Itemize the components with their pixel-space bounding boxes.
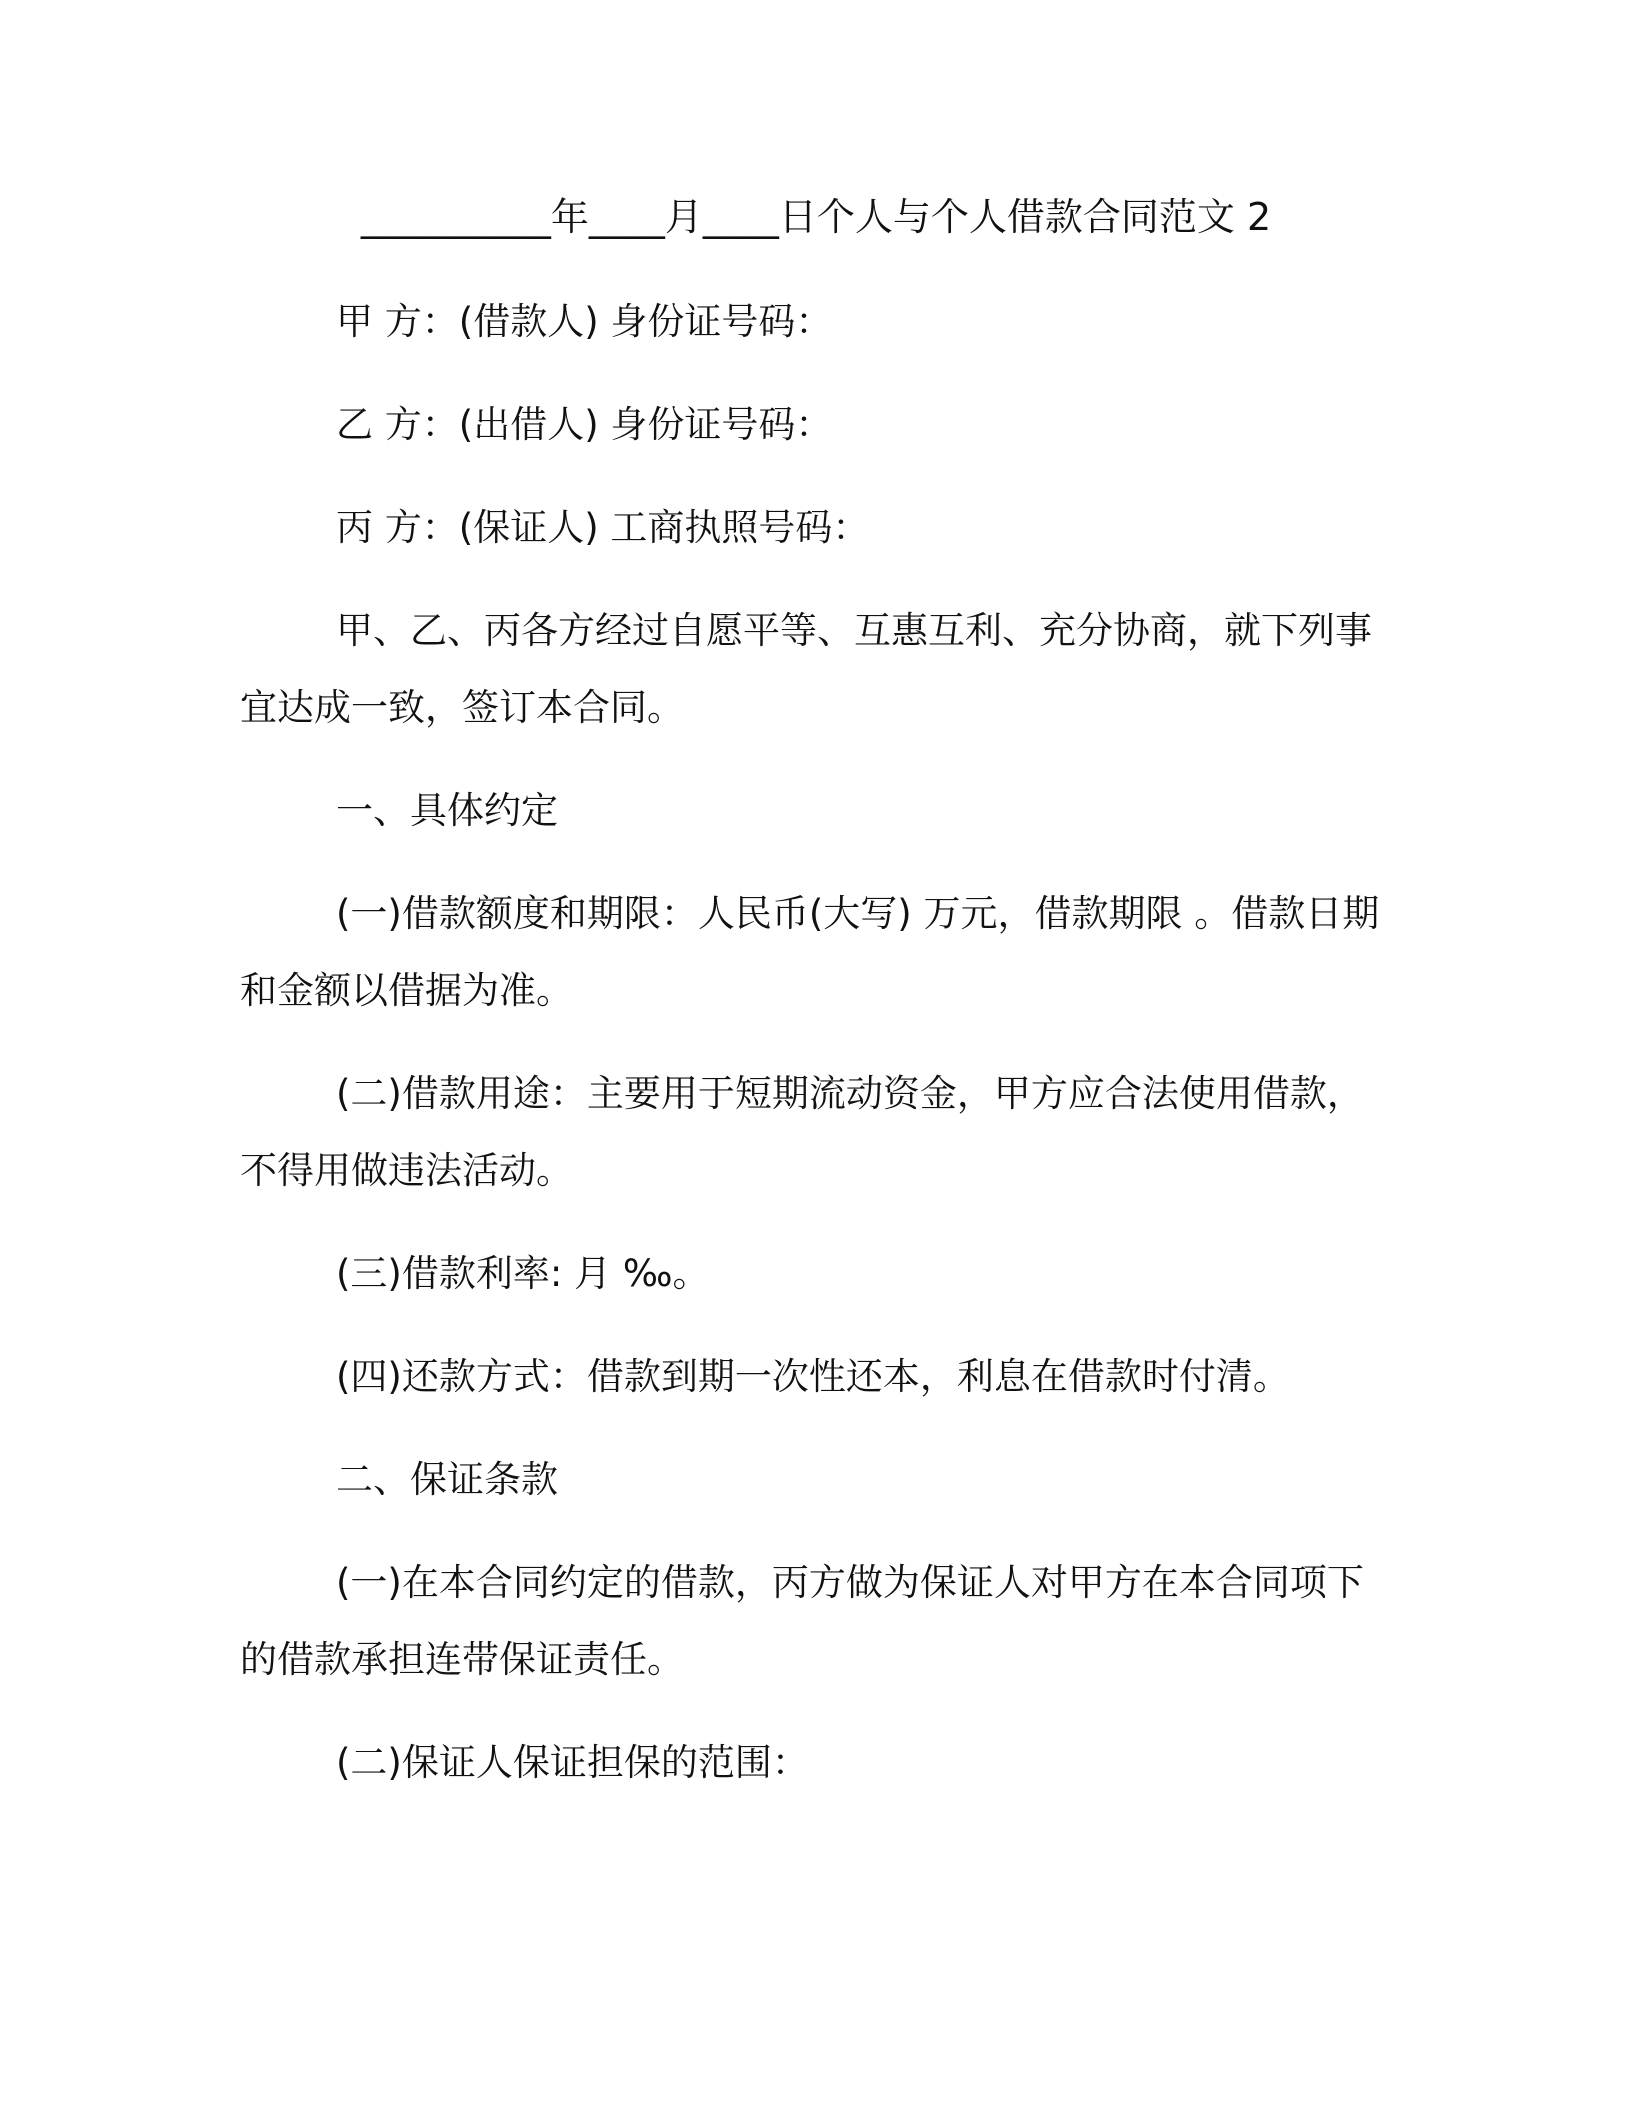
clause-1-3: (三)借款利率: 月 ‰。 bbox=[336, 1252, 710, 1295]
party-a-line: 甲 方：(借款人) 身份证号码： bbox=[336, 300, 833, 343]
section-heading-1: 一、具体约定 bbox=[336, 789, 558, 832]
party-c-line: 丙 方：(保证人) 工商执照号码： bbox=[336, 506, 870, 549]
preamble-paragraph: 甲、乙、丙各方经过自愿平等、互惠互利、充分协商，就下列事宜达成一致，签订本合同。 bbox=[240, 609, 1372, 729]
document-title: __________年____月____日个人与个人借款合同范文 2 bbox=[360, 195, 1272, 239]
party-b-line: 乙 方：(出借人) 身份证号码： bbox=[336, 403, 833, 446]
clause-1-2: (二)借款用途：主要用于短期流动资金，甲方应合法使用借款，不得用做违法活动。 bbox=[240, 1072, 1364, 1192]
section-heading-2: 二、保证条款 bbox=[336, 1458, 558, 1501]
clause-2-2: (二)保证人保证担保的范围： bbox=[336, 1741, 809, 1784]
clause-1-4: (四)还款方式：借款到期一次性还本，利息在借款时付清。 bbox=[336, 1355, 1290, 1398]
clause-1-1: (一)借款额度和期限：人民币(大写) 万元，借款期限 。借款日期和金额以借据为准。 bbox=[240, 892, 1380, 1012]
clause-2-1: (一)在本合同约定的借款，丙方做为保证人对甲方在本合同项下的借款承担连带保证责任。 bbox=[240, 1561, 1364, 1681]
